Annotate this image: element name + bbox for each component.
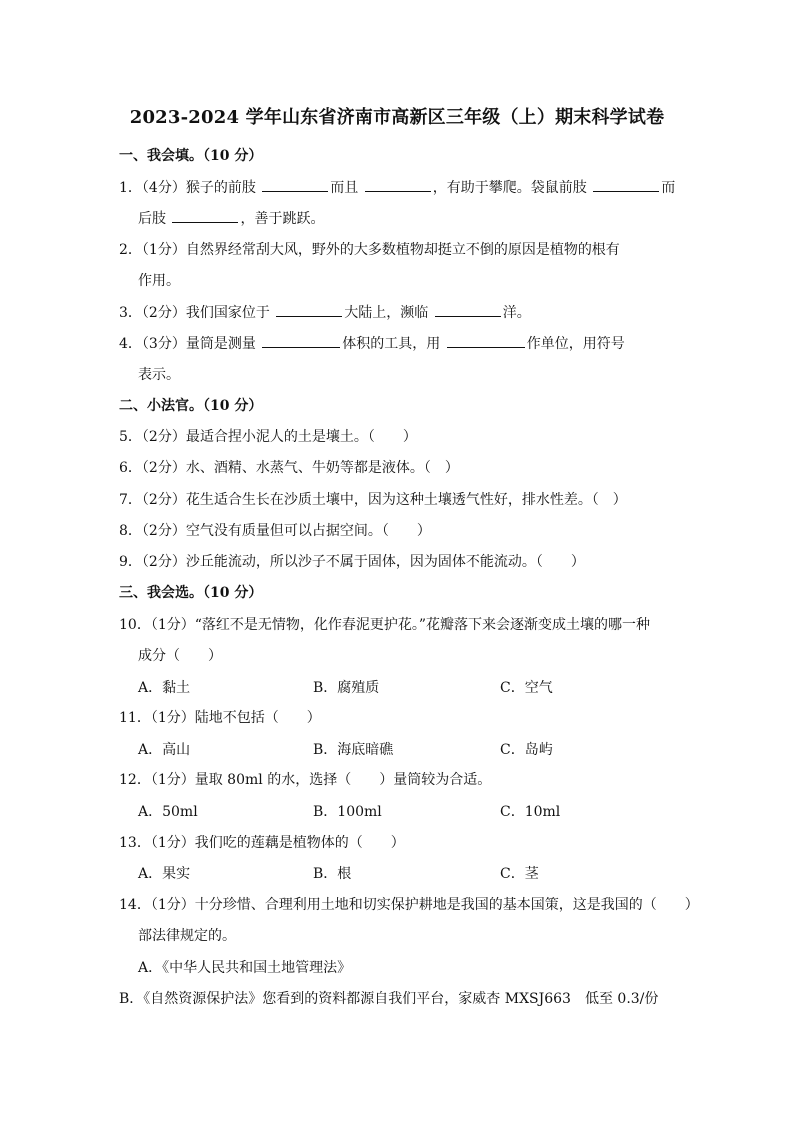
question-14-line-1: 14．（1分）十分珍惜、合理利用土地和切实保护耕地是我国的基本国策，这是我国的（ ） <box>119 897 699 913</box>
question-12-option-a[interactable]: A．50ml <box>138 804 198 820</box>
question-11-option-c[interactable]: C．岛屿 <box>500 742 553 758</box>
answer-blank[interactable] <box>447 335 525 348</box>
question-10-line-1: 10．（1分）“落红不是无情物，化作春泥更护花。”花瓣落下来会逐渐变成土壤的哪一种 <box>119 617 651 633</box>
question-6: 6．（2分）水、酒精、水蒸气、牛奶等都是液体。（ ） <box>119 460 459 476</box>
question-14-option-b[interactable]: B．《自然资源保护法》您看到的资料都源自我们平台，家威杏 MXSJ663 低至 0.3/份 <box>119 991 659 1007</box>
answer-blank[interactable] <box>262 179 328 192</box>
question-4-line-1: 4．（3分）量筒是测量 体积的工具，用 作单位，用符号 <box>119 336 625 352</box>
answer-blank[interactable] <box>172 210 238 223</box>
question-12: 12．（1分）量取 80ml 的水，选择（ ）量筒较为合适。 <box>119 772 492 788</box>
section-3-heading: 三、我会选。（10 分） <box>119 585 263 601</box>
question-11: 11．（1分）陆地不包括（ ） <box>119 710 321 726</box>
question-1-line-1: 1．（4分）猴子的前肢 而且 ，有助于攀爬。袋鼠前肢 而 <box>119 180 676 196</box>
question-10-option-a[interactable]: A．黏土 <box>138 680 191 696</box>
question-5: 5．（2分）最适合捏小泥人的土是壤土。（ ） <box>119 429 417 445</box>
question-10-option-b[interactable]: B．腐殖质 <box>313 680 380 696</box>
question-12-option-c[interactable]: C．10ml <box>500 804 561 820</box>
question-11-option-a[interactable]: A．高山 <box>138 742 191 758</box>
page-title: 2023-2024 学年山东省济南市高新区三年级（上）期末科学试卷 <box>129 107 665 128</box>
question-9: 9．（2分）沙丘能流动，所以沙子不属于固体，因为固体不能流动。（ ） <box>119 554 585 570</box>
answer-blank[interactable] <box>365 179 431 192</box>
question-4-line-2: 表示。 <box>138 367 180 383</box>
question-3: 3．（2分）我们国家位于 大陆上，濒临 洋。 <box>119 305 531 321</box>
question-8: 8．（2分）空气没有质量但可以占据空间。（ ） <box>119 523 431 539</box>
section-1-heading: 一、我会填。（10 分） <box>119 148 263 164</box>
answer-blank[interactable] <box>262 335 340 348</box>
question-10-option-c[interactable]: C．空气 <box>500 680 553 696</box>
question-12-option-b[interactable]: B．100ml <box>313 804 382 820</box>
question-14-line-2: 部法律规定的。 <box>138 928 236 944</box>
answer-blank[interactable] <box>435 304 501 317</box>
section-2-heading: 二、小法官。（10 分） <box>119 398 263 414</box>
question-2-line-2: 作用。 <box>138 273 180 289</box>
question-13-option-c[interactable]: C．茎 <box>500 866 539 882</box>
question-13: 13．（1分）我们吃的莲藕是植物体的（ ） <box>119 835 405 851</box>
question-10-line-2: 成分（ ） <box>138 648 222 664</box>
question-13-option-b[interactable]: B．根 <box>313 866 352 882</box>
answer-blank[interactable] <box>593 179 659 192</box>
question-7: 7．（2分）花生适合生长在沙质土壤中，因为这种土壤透气性好，排水性差。（ ） <box>119 492 627 508</box>
question-2-line-1: 2．（1分）自然界经常刮大风，野外的大多数植物却挺立不倒的原因是植物的根有 <box>119 242 620 258</box>
question-13-option-a[interactable]: A．果实 <box>138 866 191 882</box>
answer-blank[interactable] <box>276 304 342 317</box>
question-11-option-b[interactable]: B．海底暗礁 <box>313 742 394 758</box>
question-1-line-2: 后肢 ，善于跳跃。 <box>138 211 325 227</box>
question-14-option-a[interactable]: A．《中华人民共和国土地管理法》 <box>138 960 352 976</box>
